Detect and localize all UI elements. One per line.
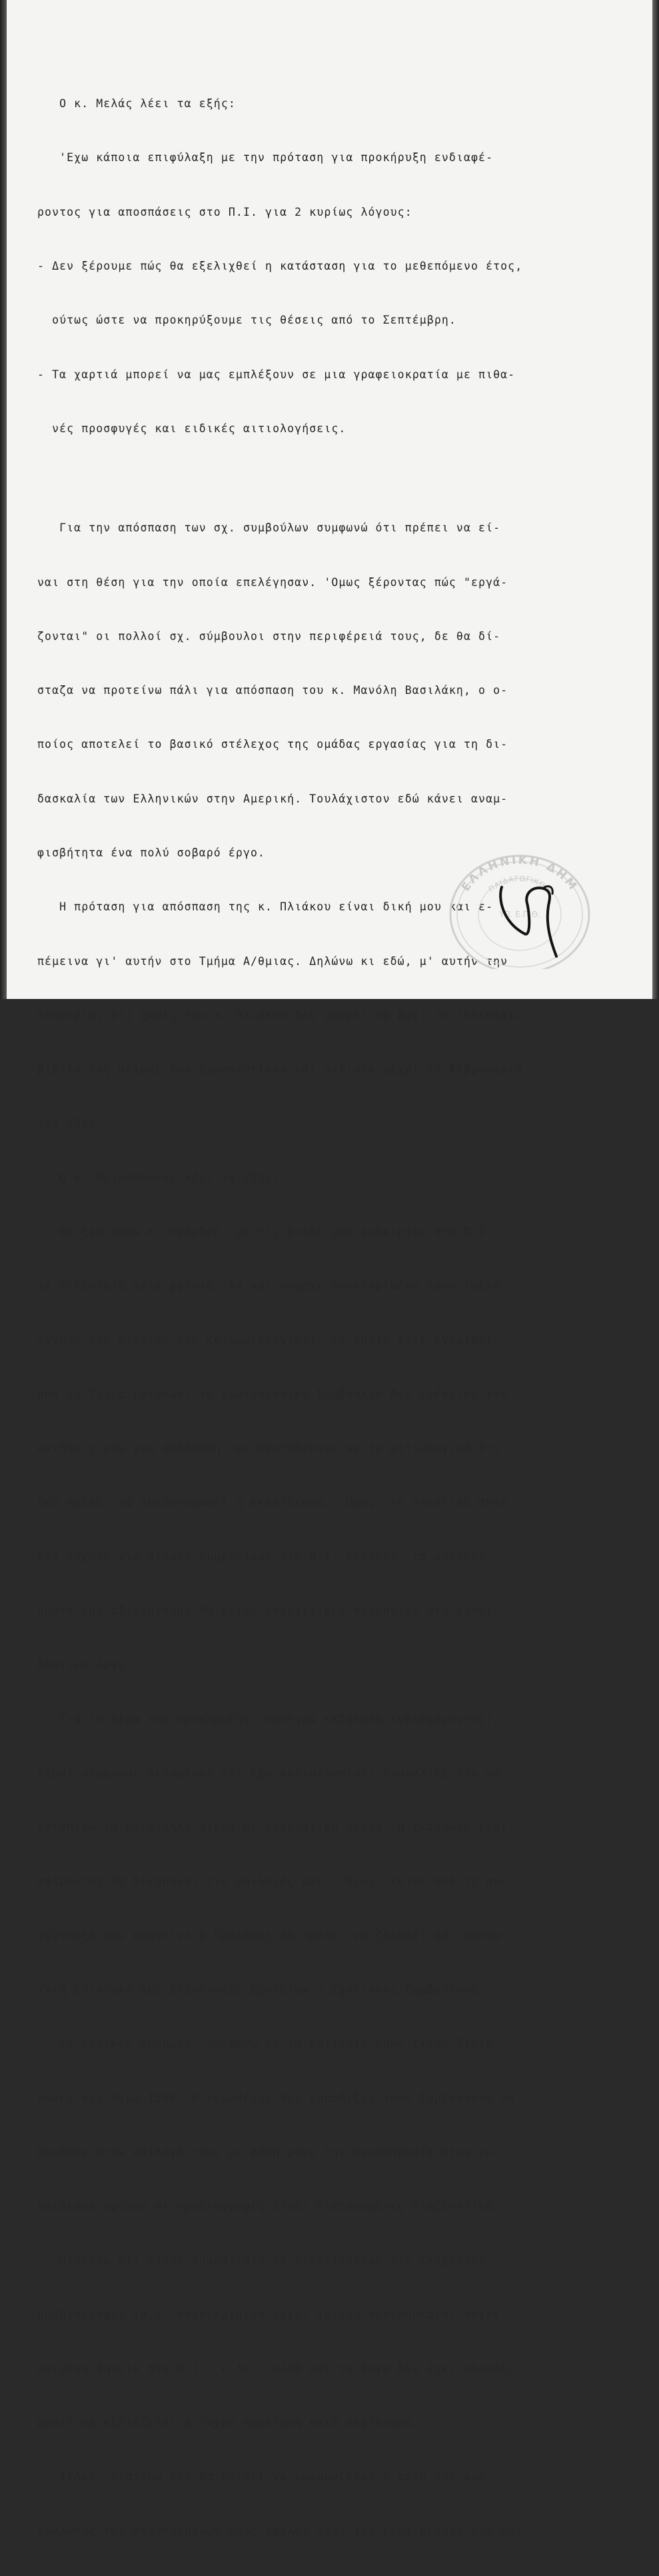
text-line: φισβήτητα ένα πολύ σοβαρό έργο. — [37, 846, 266, 860]
stamp-center-text: ΥΠ. Ε.Π.Θ. — [499, 910, 540, 919]
handwritten-signature — [483, 859, 583, 959]
text-line: κριμένη θητεία στο Π.Ι., κ.λπ.) αλλά εάν το έργο δεν έχει ολοκλη- — [37, 2362, 516, 2375]
text-line: ναι στη θέση για την οποία επελέγησαν. 'Ομως ξέροντας πώς "εργά- — [37, 575, 508, 589]
text-line: τα τελευταία τρία χρόνια. Αν και υπήρχε συγκεκριμένο έργο (αξιο- — [37, 1279, 508, 1293]
text-line: δασκαλία των Ελληνικών στην Αμερική. Τουλάχιστον εδώ κάνει αναμ- — [37, 792, 508, 805]
text-line: πέμεινα γι' αυτήν στο Τμήμα Α/θμιας. Δηλώνω κι εδώ, μ' αυτήν την — [37, 954, 508, 968]
text-line: Τέλος, πιστεύω ότι θα πρέπει να εφαρμόζεται η αρχή της ανα- — [37, 2470, 494, 2483]
text-line: Για το θέμα της προκήρυξης (προτιμώ εκδήλωση ενδιαφέροντος), — [37, 1712, 501, 1726]
document-body — [37, 59, 624, 2576]
text-line: εντοπίσω τα κατάλληλα άτομα με ερευνητική πείρα. Η εκδήλωση ενδι- — [37, 1821, 516, 1834]
text-line: είμαι σύμφωνος δεδομένου ότι έχω αντιμετωπίσει δυσκολίες στο να — [37, 1766, 501, 1779]
text-line: Σε γενικές γραμμές, συμφωνώ με τα κριτήρια όπως έχουν διατυ- — [37, 2037, 501, 2051]
text-line: σματα της αξιολόγησης θα είχαν ευεργετικές συνέπειες στο εκπαι- — [37, 1604, 501, 1617]
stamp-inner-text: ΠΑΙΔΑΓΩΓΙΚΟ Ι — [486, 874, 553, 894]
text-line: κύκλωσης των αποσπασμένων προς όφελος τόσο της εκπαίδευσης όσο και — [37, 2524, 523, 2537]
text-line: δευτικό έργο. — [37, 1658, 133, 1672]
text-line: Θα ξεκινήσω κ. Πρόεδρε, με τις δικές μου εμπειρίες στο Π.Ι. — [37, 1225, 494, 1238]
text-line: από το Τμήμα Ερευνών, το Συντονιστικό Συμβούλιο δεν ενέκρινε τις — [37, 1387, 508, 1401]
text-line: λόγηση του βιβλίου της Κοινωνιολογίας), το οποίο είχε εγκριθεί — [37, 1333, 494, 1347]
paragraph-gap — [37, 474, 624, 483]
text-line: Πιστεύω ότι είναι απαραίτητο να υιοθετήσουμε τις ελάχιστες — [37, 2254, 486, 2267]
document-page — [7, 0, 652, 2537]
text-line: ευκαιρία, ότι χωρίς την κ. Πλιάκου δεν μπορεί να βγει το τελευταίο — [37, 1008, 523, 1022]
text-line: - Δεν ξέρουμε πώς θα εξελιχθεί η κατάσταση για το μεθεπόμενο έτος, — [37, 260, 523, 273]
scan-left-edge — [0, 0, 7, 999]
text-line: αφέροντος θα διευρύνει τις επιλογές μας. 'Ομως, εκτός από τη συ- — [37, 1875, 508, 1888]
text-line: Για την απόσπαση των σχ. συμβούλων συμφωνώ ότι πρέπει να εί- — [37, 521, 501, 535]
text-line: δεν πρέπει να αποδυναμωθεί η εκπαίδευση. 'Ομως, το σκεπτικό αυτό — [37, 1496, 508, 1509]
stamp-outer-text: ΕΛΛΗΝΙΚΗ ΔΗΜ — [459, 853, 580, 894]
text-line: παίδευση εφόσον οι προδιαγραφές είναι διατυπωμένες διαζευκτικά. — [37, 2200, 501, 2213]
text-line: σταζα να προτείνω πάλι για απόσπαση του κ. Μανόλη Βασιλάκη, ο ο- — [37, 684, 508, 697]
text-line: ρωθεί να εξετάζεται η τυχόν παράταση κατά περίπτωση. — [37, 2416, 420, 2429]
text-line: Η πρόταση για απόσπαση της κ. Πλιάκου είναι δική μου και ε- — [37, 900, 494, 914]
text-line: Ο κ. Πετρόπουλος λέει τα εξής: — [37, 1171, 281, 1184]
text-line: ούτως ώστε να προκηρύξουμε τις θέσεις από το Σεπτέμβρη. — [37, 314, 456, 327]
scan-right-edge — [652, 0, 659, 999]
text-line: - Τα χαρτιά μπορεί να μας εμπλέξουν σε μια γραφειοκρατία με πιθα- — [37, 368, 516, 381]
text-line: ροντος για αποσπάσεις στο Π.Ι. για 2 κυρίως λόγους: — [37, 205, 412, 218]
text-line: προβούν στην επιλογή τους με βάση μόνο την προϋπηρεσία στην εκ- — [37, 2145, 501, 2158]
text-line: δεν ίσχυσε για άλλους συμβούλους στο Π.Ι. Εξάλλου, τα αποτελέ- — [37, 1550, 494, 1563]
text-line: νές προσφυγές και ειδικές αιτιολογήσεις. — [37, 422, 346, 435]
text-line: του 1995. — [37, 1117, 104, 1130]
text-line: 'Εχω κάποια επιφύλαξη με την πρόταση για προκήρυξη ενδιαφέ- — [37, 151, 494, 164]
text-line: πωθεί στο Νόμο 1566. Ο νομοθέτης δεν εμποδίζει τους Συμβούλους να — [37, 2091, 516, 2104]
text-line: τική επιστολή από Διευθυντές Σχολείων / Σχολικούς Συμβούλους. — [37, 1983, 486, 1996]
text-line: νέντευξη που πρότεινε ο Πρόεδρος θα πρέπει να ζητηθεί και συστα- — [37, 1929, 508, 1942]
text-line: βιβλίο της σειράς των Θρησκευτικών και μάλιστα μέχρι το Φεβρουάριο — [37, 1063, 523, 1076]
text-line: Ο κ. Μελάς λέει τα εξής: — [37, 97, 236, 111]
text-line: ζονται" οι πολλοί σχ. σύμβουλοι στην περιφέρειά τους, δε θα δί- — [37, 629, 501, 643]
text-line: προδιαγραφές (π.χ. συγκεκριμένο έργο, τριετή προϋπηρεσία, συγκε- — [37, 2308, 508, 2321]
text-line: ποίος αποτελεί το βασικό στέλεχος της ομάδας εργασίας για τη δι- — [37, 738, 508, 751]
text-line: αιτήσεις μου για απόσπαση των προταθέντων με το αιτιολογικό ότι — [37, 1442, 501, 1455]
